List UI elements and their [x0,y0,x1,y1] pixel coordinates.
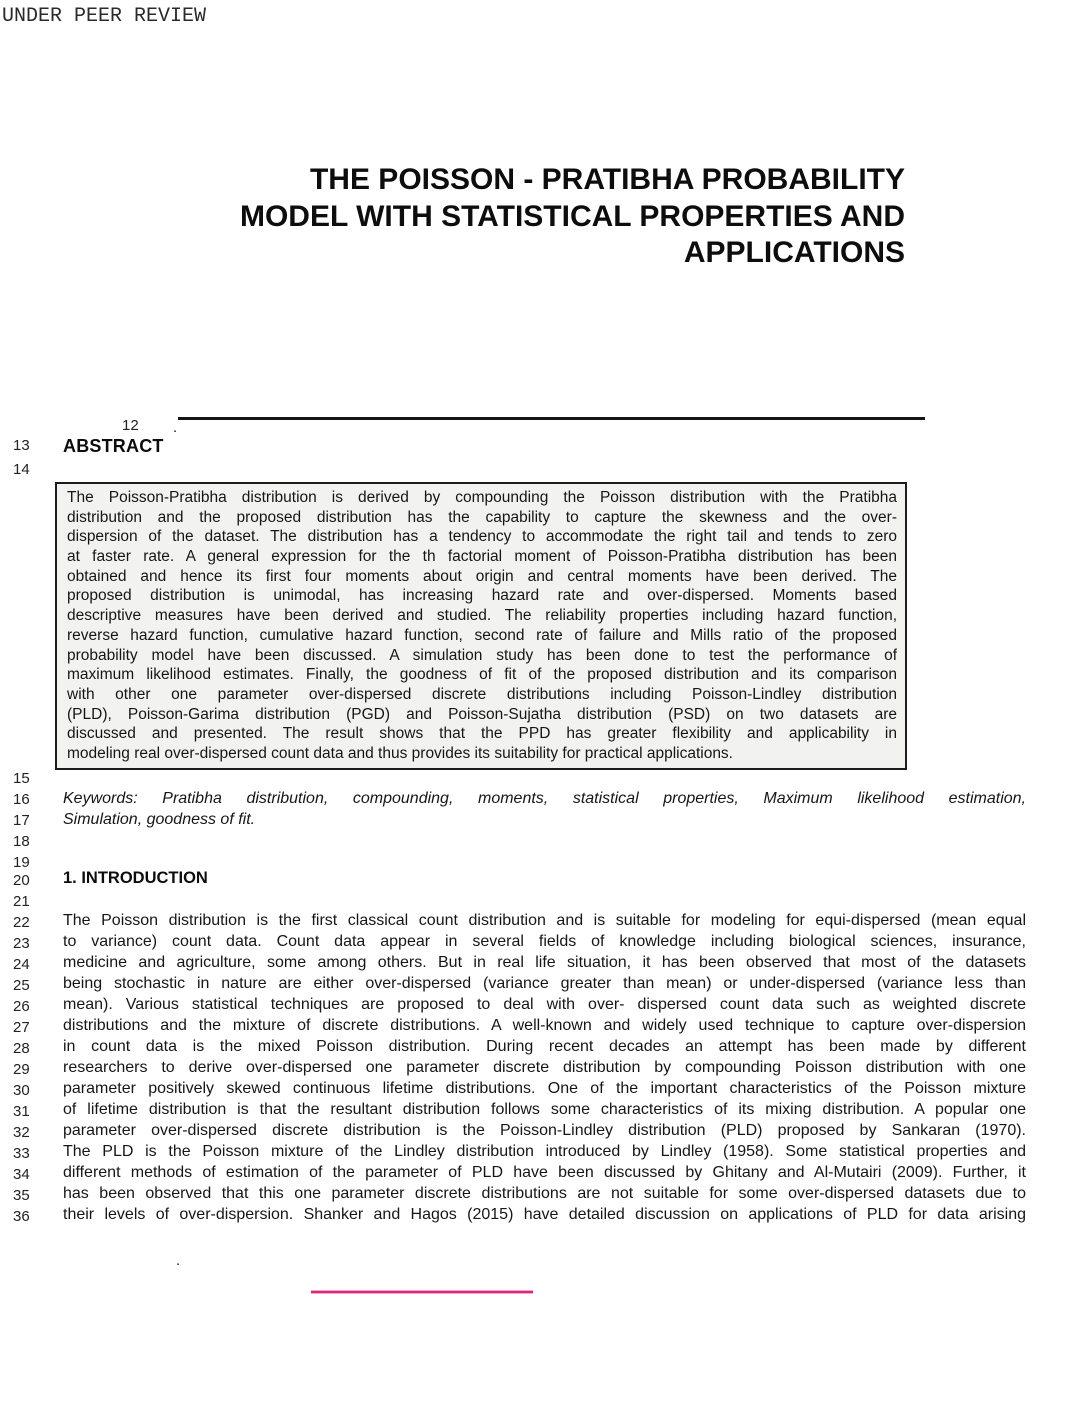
introduction-text-line: being stochastic in nature are either over-dispersed (variance greater than mean) or under-dispersed (variance less than [63,975,1026,992]
abstract-divider-rule [178,417,925,420]
line-number: 20 [13,872,30,889]
line-number: 25 [13,977,30,994]
footnote-marker-dot: . [176,1252,181,1269]
line-number: 21 [13,893,30,910]
line-number: 27 [13,1019,30,1036]
line-number: 15 [13,770,30,787]
line-number: 31 [13,1103,30,1120]
line-number: 19 [13,854,30,871]
line-number: 26 [13,998,30,1015]
introduction-text-line: different methods of estimation of the parameter of PLD have been discussed by Ghitany and Al-Mutairi (2009). Further, it [63,1164,1026,1181]
line-number: 33 [13,1145,30,1162]
paper-title-line: APPLICATIONS [683,236,905,269]
paper-title [240,162,905,272]
introduction-text-line: distributions and the mixture of discrete distributions. A well-known and widely used technique to capture over-dispersion [63,1017,1026,1034]
introduction-text-line: their levels of over-dispersion. Shanker and Hagos (2015) have detailed discussion on applications of PLD for data arising [63,1206,1026,1223]
abstract-text-line: with other one parameter over-dispersed discrete distributions including Poisson-Lindley distribution [67,685,897,703]
introduction-text-line: to variance) count data. Count data appear in several fields of knowledge including biological sciences, insurance, [63,933,1026,950]
introduction-text-line: of lifetime distribution is that the resultant distribution follows some characteristics of its mixing distribution. A popular one [63,1101,1026,1118]
keywords-text-line: Simulation, goodness of fit. [63,811,256,829]
line-number: 22 [13,914,30,931]
paper-title-line: MODEL WITH STATISTICAL PROPERTIES AND [239,199,905,233]
line-number: 18 [13,833,30,850]
keywords [63,788,1026,831]
abstract-text-line: at faster rate. A general expression for the th factorial moment of Poisson-Pratibha distribution has been [67,548,897,566]
keywords-text-line: Keywords: Pratibha distribution, compounding, moments, statistical properties, Maximum likelihood estimation, [63,790,1026,807]
line-number: 30 [13,1082,30,1099]
line-number: 36 [13,1208,30,1225]
abstract-text-line: dispersion of the dataset. The distribution has a tendency to accommodate the right tail and tends to zero [67,528,897,546]
abstract-text-line: descriptive measures have been derived and studied. The reliability properties including hazard function, [67,607,897,625]
abstract-text-line: discussed and presented. The result shows that the PPD has greater flexibility and applicability in [67,725,897,743]
abstract-text-line: proposed distribution is unimodal, has increasing hazard rate and over-dispersed. Moments based [67,587,897,605]
line-number: 29 [13,1061,30,1078]
abstract-text-line: reverse hazard function, cumulative hazard function, second rate of failure and Mills ratio of the proposed [67,626,897,644]
abstract-text-line: distribution and the proposed distribution has the capability to capture the skewness and the over- [67,508,897,526]
peer-review-watermark: UNDER PEER REVIEW [2,5,207,28]
line-number: 17 [13,812,30,829]
introduction-text-line: parameter over-dispersed discrete distribution is the Poisson-Lindley distribution (PLD) proposed by Sankaran (1970). [63,1122,1026,1139]
line-number: 16 [13,791,30,808]
line-number: 32 [13,1124,30,1141]
rule-left-dot: . [173,419,178,436]
introduction-heading: 1. INTRODUCTION [63,869,208,887]
line-number: 35 [13,1187,30,1204]
abstract-text-line: maximum likelihood estimates. Finally, the goodness of fit of the proposed distribution and its comparison [67,666,897,684]
line-number: 23 [13,935,30,952]
introduction-text-line: medicine and agriculture, some among others. But in real life situation, it has been observed that most of the datasets [63,954,1026,971]
introduction-text-line: in count data is the mixed Poisson distribution. During recent decades an attempt has been made by different [63,1038,1026,1055]
abstract-text-line: obtained and hence its first four moments about origin and central moments have been derived. The [67,567,897,585]
line-number: 14 [13,461,30,478]
abstract-text-line: modeling real over-dispersed count data and thus provides its suitability for practical applications. [67,744,733,762]
introduction-paragraph [63,910,1026,1225]
line-number: 13 [13,437,30,454]
footnote-pink-rule [311,1290,533,1294]
abstract-text-line: (PLD), Poisson-Garima distribution (PGD) and Poisson-Sujatha distribution (PSD) on two datasets are [67,705,897,723]
line-number: 28 [13,1040,30,1057]
introduction-text-line: has been observed that this one parameter discrete distributions are not suitable for some over-dispersed datasets due to [63,1185,1026,1202]
line-number-12: 12 [122,417,139,434]
abstract-heading: ABSTRACT [63,436,164,456]
introduction-text-line: The Poisson distribution is the first classical count distribution and is suitable for modeling for equi-dispersed (mean equal [63,912,1026,929]
abstract-text-line: The Poisson-Pratibha distribution is derived by compounding the Poisson distribution with the Pratibha [67,489,897,506]
introduction-text-line: The PLD is the Poisson mixture of the Lindley distribution introduced by Lindley (1958). Some statistical properties and [63,1143,1026,1160]
introduction-text-line: parameter positively skewed continuous lifetime distributions. One of the important characteristics of the Poisson mixture [63,1080,1026,1097]
line-number: 34 [13,1166,30,1183]
line-number: 24 [13,956,30,973]
introduction-text-line: mean). Various statistical techniques are proposed to deal with over- dispersed count data such as weighted discrete [63,996,1026,1013]
paper-title-line: THE POISSON - PRATIBHA PROBABILITY [309,163,905,196]
abstract-box [55,482,907,770]
introduction-text-line: researchers to derive over-dispersed one parameter discrete distribution by compounding Poisson distribution with one [63,1059,1026,1076]
abstract-text-line: probability model have been discussed. A simulation study has been done to test the performance of [67,646,897,664]
